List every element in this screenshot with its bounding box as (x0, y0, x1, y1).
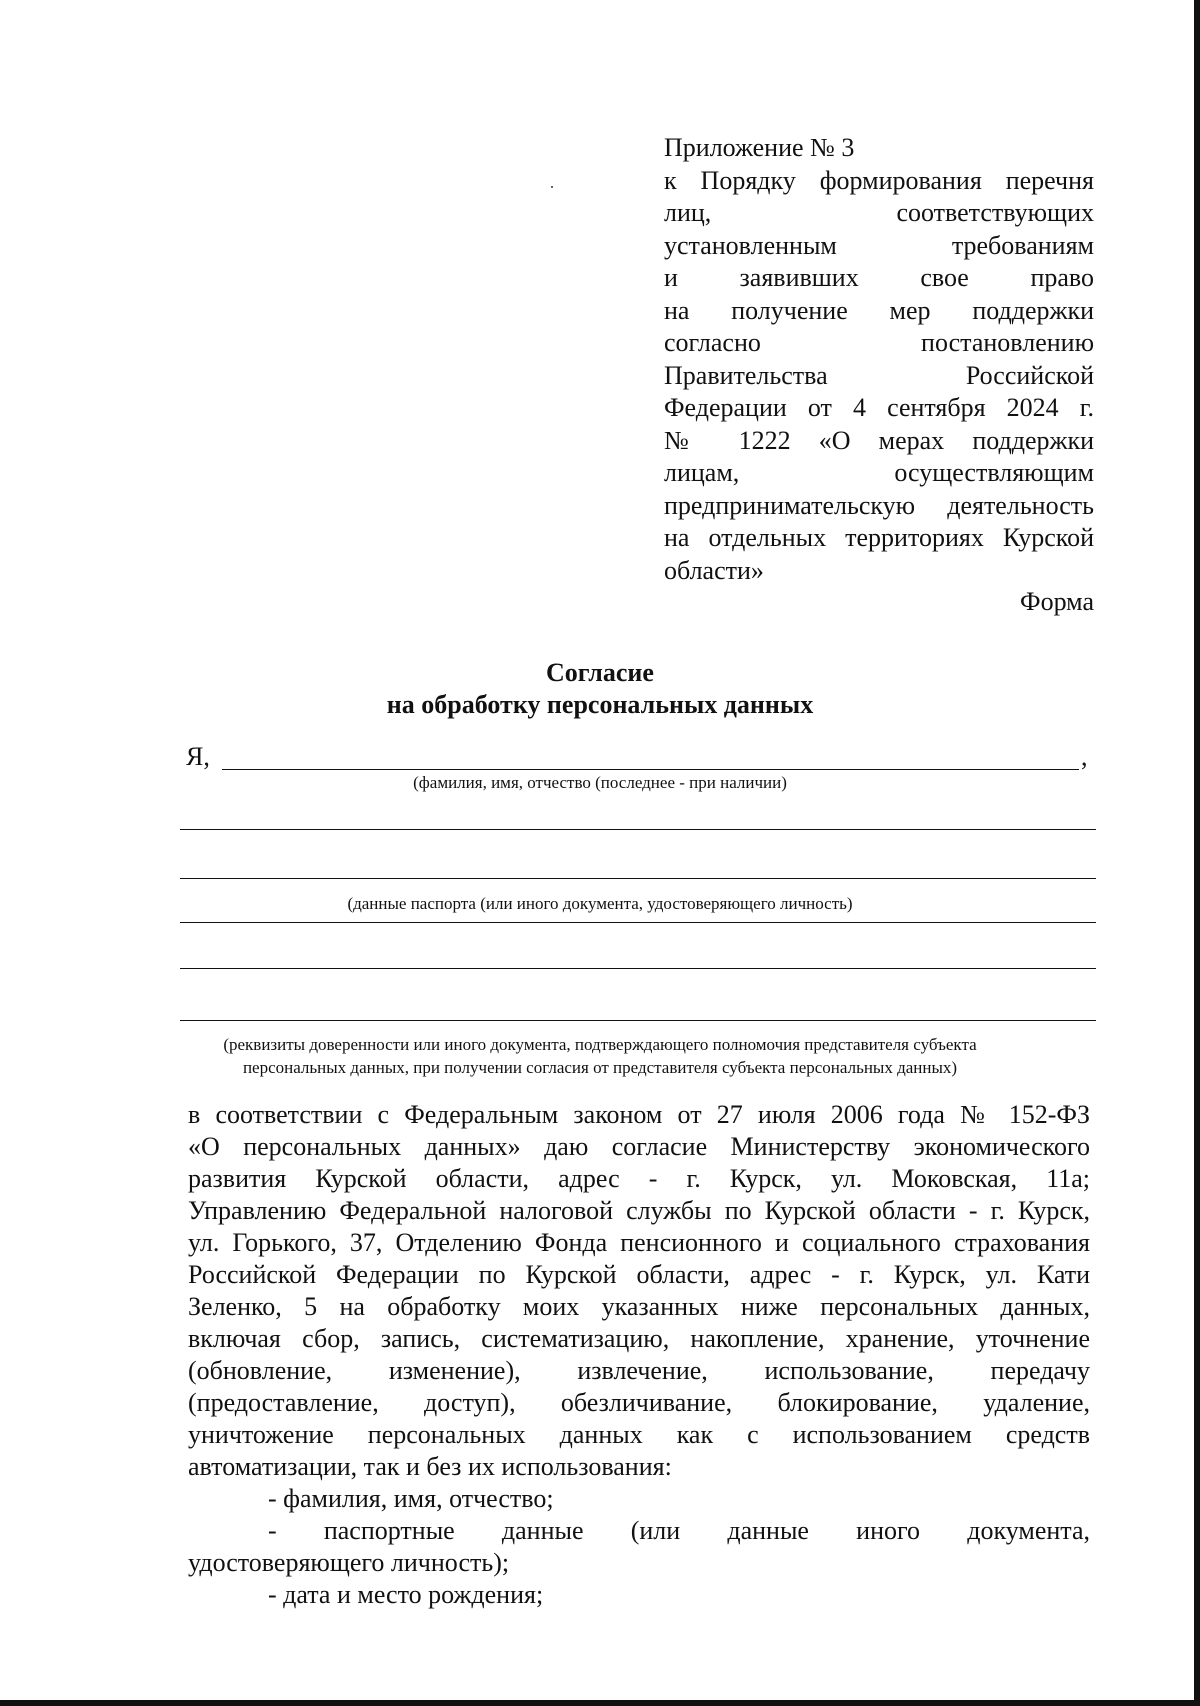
list-item: - фамилия, имя, отчество; (268, 1484, 554, 1513)
proxy-input-line-1[interactable] (180, 922, 1096, 923)
passport-input-line-2[interactable] (180, 878, 1096, 879)
appendix-line: на отдельных территориях Курской (664, 523, 1094, 552)
appendix-line: на получение мер поддержки (664, 295, 1094, 325)
body-line: в соответствии с Федеральным законом от 27 июля 2006 года № 152-ФЗ (188, 1100, 1090, 1129)
appendix-line: согласно постановлению (664, 328, 1094, 357)
body-line: развития Курской области, адрес - г. Курск, ул. Моковская, 11а; (188, 1164, 1090, 1193)
fio-caption: (фамилия, имя, отчество (последнее - при наличии) (413, 773, 787, 792)
fio-input-line[interactable] (222, 769, 1079, 770)
body-line: Российской Федерации по Курской области, адрес - г. Курск, ул. Кати (188, 1260, 1090, 1289)
ya-label: Я, (186, 742, 210, 771)
appendix-line: Правительства Российской (664, 360, 1094, 390)
appendix-line: Федерации от 4 сентября 2024 г. (664, 393, 1094, 422)
appendix-line: Приложение № 3 (664, 133, 855, 162)
appendix-line: лиц, соответствующих (664, 198, 1094, 227)
body-line: (обновление, изменение), извлечение, использование, передачу (188, 1356, 1090, 1385)
appendix-line: лицам, осуществляющим (664, 458, 1094, 487)
proxy-caption-line: (реквизиты доверенности или иного документа, подтверждающего полномочия представителя субъекта (223, 1035, 977, 1054)
scan-border-bottom (0, 1700, 1200, 1706)
appendix-line: № 1222 «О мерах поддержки (664, 425, 1094, 455)
scan-border-right (1194, 0, 1200, 1706)
proxy-caption-line: персональных данных, при получении согласия от представителя субъекта персональных данных) (242, 1058, 958, 1077)
appendix-line: области» (664, 555, 764, 585)
list-item-continuation: удостоверяющего личность); (188, 1548, 510, 1577)
passport-input-line-1[interactable] (180, 829, 1096, 830)
body-line: ул. Горького, 37, Отделению Фонда пенсионного и социального страхования (188, 1228, 1090, 1257)
passport-caption: (данные паспорта (или иного документа, удостоверяющего личность) (347, 894, 853, 913)
body-line: (предоставление, доступ), обезличивание, блокирование, удаление, (188, 1388, 1090, 1417)
body-line: уничтожение персональных данных как с использованием средств (188, 1420, 1090, 1449)
proxy-input-line-2[interactable] (180, 968, 1096, 969)
list-item: - паспортные данные (или данные иного документа, (268, 1516, 1090, 1545)
body-line: включая сбор, запись, систематизацию, накопление, хранение, уточнение (188, 1324, 1090, 1353)
consent-body (188, 1099, 1090, 1611)
appendix-line: предпринимательскую деятельность (664, 490, 1094, 520)
body-line: Управлению Федеральной налоговой службы по Курской области - г. Курск, (188, 1196, 1090, 1225)
body-line: автоматизации, так и без их использования: (188, 1452, 672, 1481)
comma: , (1081, 742, 1088, 771)
appendix-header (664, 132, 1094, 587)
appendix-line: к Порядку формирования перечня (664, 165, 1094, 195)
form-label: Форма (1020, 587, 1094, 616)
body-line: «О персональных данных» даю согласие Министерству экономического (188, 1132, 1090, 1161)
document-subtitle: на обработку персональных данных (386, 690, 814, 719)
body-line: Зеленко, 5 на обработку моих указанных ниже персональных данных, (188, 1292, 1090, 1321)
list-item: - дата и место рождения; (268, 1580, 544, 1609)
appendix-line: и заявивших свое право (664, 263, 1094, 292)
document-title: Согласие (546, 658, 654, 687)
proxy-input-line-3[interactable] (180, 1020, 1096, 1021)
appendix-line: установленным требованиям (664, 230, 1094, 260)
scan-speck (551, 186, 553, 188)
